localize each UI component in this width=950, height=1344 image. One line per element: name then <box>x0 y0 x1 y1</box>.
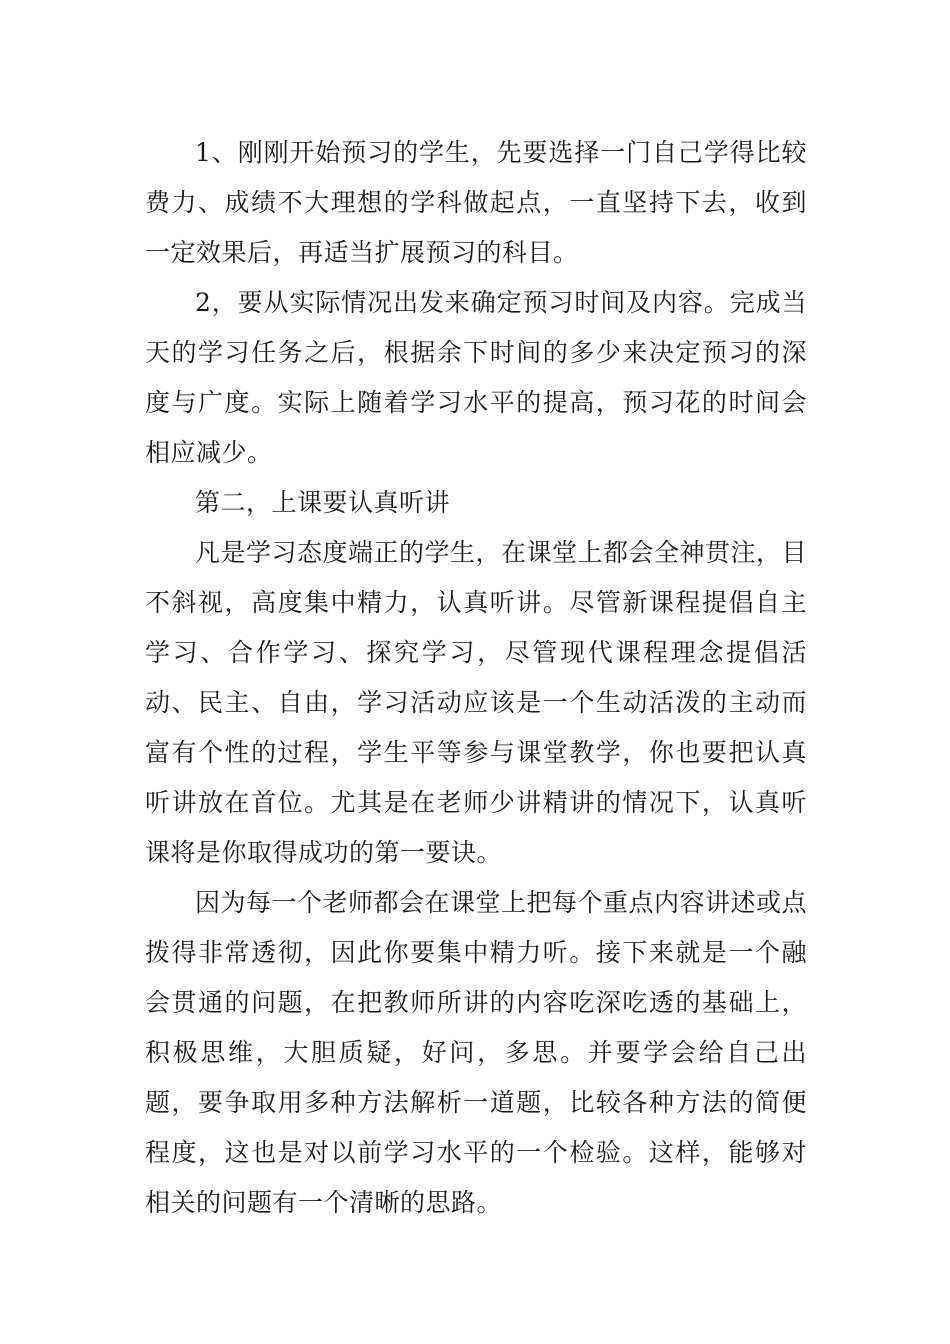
paragraph-teacher-key-points: 因为每一个老师都会在课堂上把每个重点内容讲述或点拨得非常透彻，因此你要集中精力听。接下来就是一个融会贯通的问题，在把教师所讲的内容吃深吃透的基础上，积极思维，大胆质疑，好问，多思。并要学会给自己出题，要争取用多种方法解析一道题，比较各种方法的简便程度，这也是对以前学习水平的一个检验。这样，能够对相关的问题有一个清晰的思路。 <box>145 888 808 1217</box>
document-body <box>145 128 807 1228</box>
paragraph-preview-tip-2: 2，要从实际情况出发来确定预习时间及内容。完成当天的学习任务之后，根据余下时间的多少来决定预习的深度与广度。实际上随着学习水平的提高，预习花的时间会相应减少。 <box>145 288 807 467</box>
paragraph-preview-tip-1: 1、刚刚开始预习的学生，先要选择一门自己学得比较费力、成绩不大理想的学科做起点，一直坚持下去，收到一定效果后，再适当扩展预习的科目。 <box>145 138 807 267</box>
section-heading-listen-carefully: 第二，上课要认真听讲 <box>195 488 451 517</box>
paragraph-attentive-students: 凡是学习态度端正的学生，在课堂上都会全神贯注，目不斜视，高度集中精力，认真听讲。尽管新课程提倡自主学习、合作学习、探究学习，尽管现代课程理念提倡活动、民主、自由，学习活动应该是一个生动活泼的主动而富有个性的过程，学生平等参与课堂教学，你也要把认真听讲放在首位。尤其是在老师少讲精讲的情况下，认真听课将是你取得成功的第一要诀。 <box>145 538 808 867</box>
